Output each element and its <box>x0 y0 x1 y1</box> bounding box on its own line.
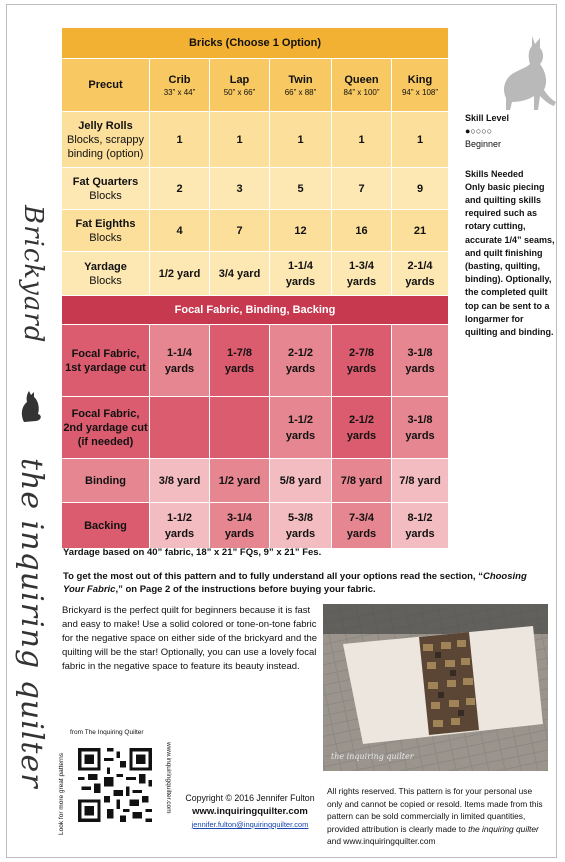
size-header-crib: Crib 33” x 44” <box>150 59 210 112</box>
table-row <box>62 503 449 549</box>
skill-level-label: Skill Level <box>465 113 510 123</box>
table-cell: 1/2 yard <box>150 252 210 296</box>
brand-title-vertical: Brickyard <box>18 205 48 344</box>
table-cell: 7-3/4 yards <box>332 503 392 549</box>
size-header-queen: Queen 84” x 100” <box>332 59 392 112</box>
qr-lookfor-label: Look for more great patterns <box>58 752 65 835</box>
skill-level-value: Beginner <box>465 139 502 150</box>
row-label: Focal Fabric, 1st yardage cut <box>62 325 150 397</box>
email-link[interactable]: jennifer.fulton@inquiringquilter.com <box>191 820 309 829</box>
table-cell <box>210 397 270 459</box>
table-cell: 3-1/4 yards <box>210 503 270 549</box>
table-cell: 7/8 yard <box>332 459 392 503</box>
table-cell: 7 <box>210 210 270 252</box>
table-row <box>62 459 449 503</box>
table-cell: 1-1/2 yards <box>150 503 210 549</box>
table-cell: 1 <box>332 112 392 168</box>
table-cell: 2-1/2 yards <box>332 397 392 459</box>
table-cell: 4 <box>150 210 210 252</box>
table-row <box>62 325 449 397</box>
qr-from-label: from The Inquiring Quilter <box>70 729 144 736</box>
advice-note: To get the most out of this pattern and to fully understand all your options read the section, “Choosing Your Fabric,” on Page 2 of the instructions before buying your fabric. <box>63 571 527 595</box>
table-row <box>62 252 449 296</box>
table-cell: 7/8 yard <box>392 459 449 503</box>
website-link[interactable]: www.inquiringquilter.com <box>192 806 308 817</box>
table-cell: 2 <box>150 168 210 210</box>
table-cell: 5-3/8 yards <box>270 503 332 549</box>
table-row <box>62 168 449 210</box>
table-cell: 2-1/4 yards <box>392 252 449 296</box>
table-cell: 12 <box>270 210 332 252</box>
table-cell: 3/4 yard <box>210 252 270 296</box>
table-row <box>62 210 449 252</box>
intro-paragraph: Brickyard is the perfect quilt for beginners because it is fast and easy to make! Use a solid colored or tone-on-tone fabric for the negative space on either side of the brickyard and the quilting will be the star! Optionally, you can use a lovely focal fabric in the negative space to feature its beauty instead. <box>62 605 318 672</box>
table-cell: 8-1/2 yards <box>392 503 449 549</box>
table-cell: 3-1/8 yards <box>392 397 449 459</box>
skills-needed-label: Skills Needed <box>465 168 524 179</box>
table-cell: 9 <box>392 168 449 210</box>
table-cell: 1/2 yard <box>210 459 270 503</box>
yardage-note: Yardage based on 40” fabric, 18” x 21” FQs, 9” x 21” Fes. <box>63 547 322 558</box>
sitting-cat-icon <box>18 388 44 424</box>
row-label: Yardage Blocks <box>62 252 150 296</box>
focal-table-title: Focal Fabric, Binding, Backing <box>62 296 449 325</box>
table-cell: 1 <box>392 112 449 168</box>
quilt-photo <box>323 604 548 771</box>
bricks-table-title: Bricks (Choose 1 Option) <box>62 28 449 59</box>
table-cell: 16 <box>332 210 392 252</box>
table-cell: 3/8 yard <box>150 459 210 503</box>
table-cell <box>150 397 210 459</box>
table-cell: 7 <box>332 168 392 210</box>
table-cell: 3 <box>210 168 270 210</box>
qr-code-icon[interactable] <box>75 745 155 825</box>
photo-watermark: the inquiring quilter <box>331 752 414 761</box>
table-cell: 1-7/8 yards <box>210 325 270 397</box>
size-header-twin: Twin 66” x 88” <box>270 59 332 112</box>
skills-needed-text: Only basic piecing and quilting skills required such as rotary cutting, accurate 1/4” seams, and quilt finishing (basting, quilting, binding). Optionally, the completed quilt top can be sent to a longarmer for quilting and binding. <box>465 181 555 338</box>
table-cell: 2-7/8 yards <box>332 325 392 397</box>
table-cell: 21 <box>392 210 449 252</box>
row-label: Fat Eighths Blocks <box>62 210 150 252</box>
table-cell: 1-1/2 yards <box>270 397 332 459</box>
row-label: Binding <box>62 459 150 503</box>
skill-level-dots: ●○○○○ <box>465 126 493 137</box>
publisher-vertical: the inquiring quilter <box>14 458 49 789</box>
table-cell: 1-1/4 yards <box>270 252 332 296</box>
size-header-lap: Lap 50” x 66” <box>210 59 270 112</box>
requirements-table <box>61 27 449 549</box>
table-cell: 1-1/4 yards <box>150 325 210 397</box>
rights-notice: All rights reserved. This pattern is for your personal use only and cannot be copied or resold. Items made from this pattern can be sold commercially in limited quantities, provided attribution is clearly made to the inquiring quilter and www.inquiringquilter.com <box>327 786 543 846</box>
cat-logo-icon <box>498 30 560 112</box>
table-cell: 5 <box>270 168 332 210</box>
row-label: Backing <box>62 503 150 549</box>
precut-header: Precut <box>62 59 150 112</box>
row-label: Jelly Rolls Blocks, scrappy binding (option) <box>62 112 150 168</box>
skill-panel <box>465 112 555 339</box>
table-cell: 1-3/4 yards <box>332 252 392 296</box>
table-row <box>62 112 449 168</box>
qr-site-label: www.inquiringquilter.com <box>165 742 172 814</box>
table-cell: 1 <box>270 112 332 168</box>
row-label: Focal Fabric, 2nd yardage cut (if needed) <box>62 397 150 459</box>
table-cell: 5/8 yard <box>270 459 332 503</box>
table-cell: 2-1/2 yards <box>270 325 332 397</box>
copyright-block <box>180 792 320 831</box>
table-cell: 1 <box>150 112 210 168</box>
table-cell: 3-1/8 yards <box>392 325 449 397</box>
table-cell: 1 <box>210 112 270 168</box>
table-row <box>62 397 449 459</box>
size-header-king: King 94” x 108” <box>392 59 449 112</box>
copyright-text: Copyright © 2016 Jennifer Fulton <box>185 793 315 803</box>
row-label: Fat Quarters Blocks <box>62 168 150 210</box>
